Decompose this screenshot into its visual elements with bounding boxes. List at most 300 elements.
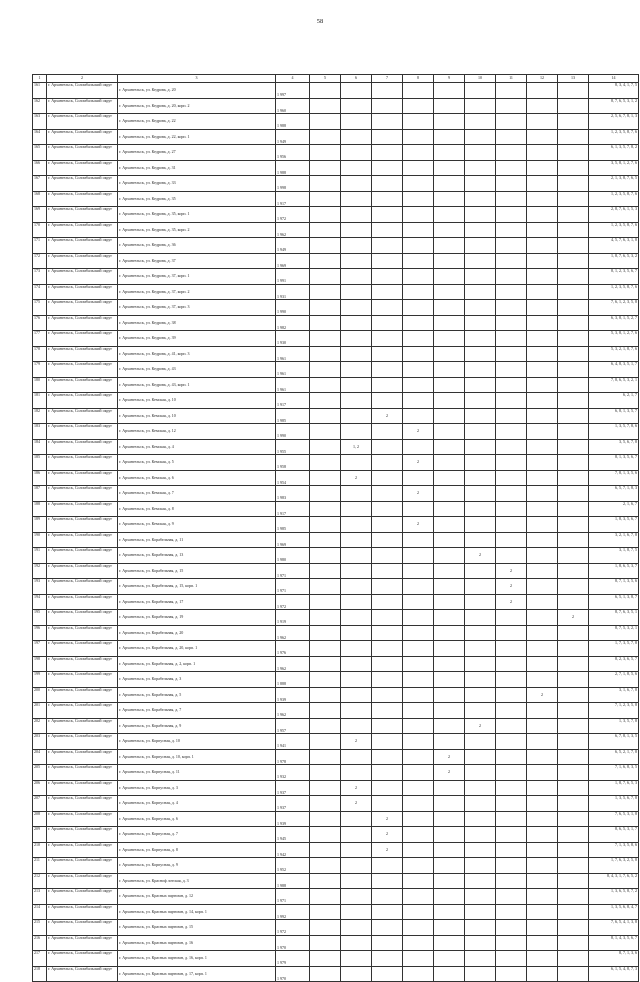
mark-cell — [372, 455, 403, 471]
mark-cell — [434, 920, 465, 936]
row-number: 185 — [33, 455, 47, 471]
settlement-cell: г. Архангельск, Соломбальский округ — [47, 625, 118, 641]
mark-cell — [527, 532, 558, 548]
mark-cell — [434, 176, 465, 192]
codes-cell: 2, 1, 6, 7 — [589, 501, 639, 517]
mark-cell — [372, 920, 403, 936]
table-row — [33, 238, 639, 254]
mark-cell — [310, 625, 341, 641]
row-number: 204 — [33, 749, 47, 765]
mark-cell — [558, 176, 589, 192]
mark-cell: 2 — [372, 811, 403, 827]
codes-cell: 3, 5, 6, 7, 8 — [589, 439, 639, 455]
settlement-cell: г. Архангельск, Соломбальский округ — [47, 548, 118, 564]
address-cell: г. Архангельск, ул. Кедрова, д. 39 — [118, 331, 276, 347]
mark-cell — [341, 718, 372, 734]
address-cell: г. Архангельск, ул. Корпусная, д. 9 — [118, 858, 276, 874]
year-cell: 1 957 — [276, 718, 310, 734]
table-row — [33, 656, 639, 672]
address-cell: г. Архангельск, ул. Корпусная, д. 10, корп. 1 — [118, 749, 276, 765]
mark-cell — [434, 222, 465, 238]
mark-cell — [434, 300, 465, 316]
address-cell: г. Архангельск, ул. Кедрова, д. 20, корп. 2 — [118, 98, 276, 114]
mark-cell — [372, 594, 403, 610]
mark-cell — [496, 749, 527, 765]
column-header: 3 — [118, 75, 276, 83]
mark-cell — [465, 532, 496, 548]
mark-cell — [310, 951, 341, 967]
settlement-cell: г. Архангельск, Соломбальский округ — [47, 284, 118, 300]
row-number: 207 — [33, 796, 47, 812]
mark-cell — [496, 455, 527, 471]
mark-cell — [465, 145, 496, 161]
table-row — [33, 470, 639, 486]
codes-cell: 2, 1, 3, 8, 7, 6, 5 — [589, 176, 639, 192]
mark-cell — [310, 207, 341, 223]
settlement-cell: г. Архангельск, Соломбальский округ — [47, 160, 118, 176]
mark-cell — [465, 362, 496, 378]
table-row — [33, 734, 639, 750]
settlement-cell: г. Архангельск, Соломбальский округ — [47, 424, 118, 440]
mark-cell — [372, 222, 403, 238]
year-cell: 1 960 — [276, 98, 310, 114]
mark-cell — [527, 83, 558, 99]
address-cell: г. Архангельск, ул. Корабельная, д. 2, корп. 1 — [118, 656, 276, 672]
mark-cell — [465, 377, 496, 393]
mark-cell — [527, 920, 558, 936]
mark-cell — [527, 408, 558, 424]
mark-cell — [372, 532, 403, 548]
settlement-cell: г. Архангельск, Соломбальский округ — [47, 920, 118, 936]
mark-cell — [558, 749, 589, 765]
mark-cell — [310, 331, 341, 347]
address-cell: г. Архангельск, ул. Кедрова, д. 31 — [118, 160, 276, 176]
table-body — [33, 83, 639, 982]
codes-cell: 7, 1, 2, 3, 5, 8 — [589, 703, 639, 719]
mark-cell — [310, 703, 341, 719]
mark-cell — [434, 672, 465, 688]
row-number: 199 — [33, 672, 47, 688]
row-number: 176 — [33, 315, 47, 331]
mark-cell — [403, 672, 434, 688]
mark-cell — [403, 83, 434, 99]
mark-cell — [403, 393, 434, 409]
mark-cell — [465, 238, 496, 254]
table-row — [33, 424, 639, 440]
mark-cell — [372, 858, 403, 874]
mark-cell — [310, 269, 341, 285]
mark-cell — [434, 563, 465, 579]
year-cell: 1 962 — [276, 625, 310, 641]
mark-cell — [496, 827, 527, 843]
mark-cell — [341, 951, 372, 967]
row-number: 182 — [33, 408, 47, 424]
mark-cell — [558, 858, 589, 874]
column-header: 13 — [558, 75, 589, 83]
address-cell: г. Архангельск, ул. Корпусная, д. 6 — [118, 811, 276, 827]
codes-cell: 3, 1, 8, 7, 5 — [589, 548, 639, 564]
mark-cell — [434, 269, 465, 285]
address-cell: г. Архангельск, ул. Корпусная, д. 7 — [118, 827, 276, 843]
mark-cell — [558, 145, 589, 161]
codes-cell: 8, 7, 1, 3, 5, 6 — [589, 579, 639, 595]
settlement-cell: г. Архангельск, Соломбальский округ — [47, 222, 118, 238]
column-header: 10 — [465, 75, 496, 83]
codes-cell: 7, 6, 5, 3, 1, 8 — [589, 811, 639, 827]
table-row — [33, 176, 639, 192]
row-number: 212 — [33, 873, 47, 889]
mark-cell — [372, 377, 403, 393]
codes-cell: 1, 2, 3, 5, 8, 7, 6 — [589, 129, 639, 145]
settlement-cell: г. Архангельск, Соломбальский округ — [47, 811, 118, 827]
codes-cell: 5, 3, 8, 1, 2, 7, 6 — [589, 331, 639, 347]
year-cell: 1 982 — [276, 315, 310, 331]
year-cell: 1 969 — [276, 532, 310, 548]
mark-cell — [341, 625, 372, 641]
mark-cell — [527, 393, 558, 409]
mark-cell — [372, 703, 403, 719]
mark-cell — [465, 951, 496, 967]
table-row — [33, 222, 639, 238]
mark-cell — [372, 284, 403, 300]
row-number: 194 — [33, 594, 47, 610]
address-cell: г. Архангельск, ул. Кедрова, д. 37, корп. 3 — [118, 300, 276, 316]
settlement-cell: г. Архангельск, Соломбальский округ — [47, 145, 118, 161]
mark-cell — [465, 780, 496, 796]
row-number: 202 — [33, 718, 47, 734]
mark-cell — [465, 563, 496, 579]
mark-cell — [372, 191, 403, 207]
row-number: 214 — [33, 904, 47, 920]
settlement-cell: г. Архангельск, Соломбальский округ — [47, 253, 118, 269]
mark-cell — [372, 951, 403, 967]
mark-cell — [372, 579, 403, 595]
year-cell: 1 941 — [276, 734, 310, 750]
mark-cell — [496, 780, 527, 796]
codes-cell: 1, 8, 7, 6, 5, 3 — [589, 780, 639, 796]
mark-cell — [372, 300, 403, 316]
table-header-row — [33, 75, 639, 83]
mark-cell — [496, 842, 527, 858]
mark-cell — [372, 269, 403, 285]
codes-cell: 3, 1, 6, 7, 8 — [589, 687, 639, 703]
mark-cell — [558, 594, 589, 610]
year-cell: 1 917 — [276, 191, 310, 207]
year-cell: 1 931 — [276, 284, 310, 300]
mark-cell — [558, 284, 589, 300]
mark-cell — [558, 129, 589, 145]
table-row — [33, 315, 639, 331]
codes-cell: 1, 3, 6, 5, 8, 7, 2 — [589, 889, 639, 905]
mark-cell — [527, 749, 558, 765]
mark-cell — [434, 408, 465, 424]
mark-cell — [403, 687, 434, 703]
mark-cell — [527, 362, 558, 378]
mark-cell — [341, 269, 372, 285]
mark-cell — [527, 904, 558, 920]
table-row — [33, 191, 639, 207]
mark-cell — [310, 377, 341, 393]
mark-cell — [434, 889, 465, 905]
year-cell: 1 917 — [276, 501, 310, 517]
address-cell: г. Архангельск, ул. Кемская, д. 7 — [118, 486, 276, 502]
mark-cell — [527, 98, 558, 114]
row-number: 211 — [33, 858, 47, 874]
settlement-cell: г. Архангельск, Соломбальский округ — [47, 331, 118, 347]
mark-cell — [527, 238, 558, 254]
mark-cell — [372, 253, 403, 269]
mark-cell — [496, 114, 527, 130]
mark-cell — [465, 842, 496, 858]
mark-cell — [341, 920, 372, 936]
table-row — [33, 579, 639, 595]
year-cell: 1 919 — [276, 610, 310, 626]
row-number: 180 — [33, 377, 47, 393]
row-number: 171 — [33, 238, 47, 254]
codes-cell: 6, 5, 7, 1, 8, 3 — [589, 486, 639, 502]
row-number: 165 — [33, 145, 47, 161]
table-row — [33, 160, 639, 176]
address-cell: г. Архангельск, ул. Кедрова, д. 35, корп. 2 — [118, 222, 276, 238]
mark-cell — [558, 935, 589, 951]
mark-cell — [496, 300, 527, 316]
mark-cell — [527, 424, 558, 440]
codes-cell: 6, 2, 1, 7 — [589, 393, 639, 409]
address-cell: г. Архангельск, ул. Корабельная, д. 7 — [118, 703, 276, 719]
row-number: 216 — [33, 935, 47, 951]
table-row — [33, 687, 639, 703]
codes-cell: 2, 8, 7, 6, 1, 5, 3 — [589, 207, 639, 223]
year-cell: 1 962 — [276, 222, 310, 238]
row-number: 177 — [33, 331, 47, 347]
settlement-cell: г. Архангельск, Соломбальский округ — [47, 362, 118, 378]
codes-cell: 6, 8, 1, 3, 5, 7 — [589, 408, 639, 424]
mark-cell — [558, 579, 589, 595]
mark-cell — [310, 687, 341, 703]
mark-cell — [434, 641, 465, 657]
table-row — [33, 610, 639, 626]
codes-cell: 1, 2, 3, 5, 8, 7, 6 — [589, 222, 639, 238]
mark-cell — [341, 687, 372, 703]
mark-cell — [434, 377, 465, 393]
settlement-cell: г. Архангельск, Соломбальский округ — [47, 501, 118, 517]
mark-cell — [403, 641, 434, 657]
year-cell: 1 955 — [276, 439, 310, 455]
mark-cell — [465, 439, 496, 455]
mark-cell — [434, 455, 465, 471]
mark-cell — [434, 501, 465, 517]
mark-cell — [558, 703, 589, 719]
address-cell: г. Архангельск, ул. Кедрова, д. 37, корп. 1 — [118, 269, 276, 285]
table-row — [33, 377, 639, 393]
mark-cell — [558, 656, 589, 672]
year-cell: 1 990 — [276, 424, 310, 440]
mark-cell — [341, 176, 372, 192]
mark-cell — [372, 656, 403, 672]
address-cell: г. Архангельск, ул. Кемская, д. 10 — [118, 393, 276, 409]
codes-cell: 1, 7, 3, 5, 7, 8 — [589, 641, 639, 657]
table-row — [33, 269, 639, 285]
settlement-cell: г. Архангельск, Соломбальский округ — [47, 191, 118, 207]
mark-cell — [403, 796, 434, 812]
mark-cell — [558, 920, 589, 936]
table-row — [33, 827, 639, 843]
mark-cell — [558, 315, 589, 331]
mark-cell: 1, 2 — [341, 439, 372, 455]
row-number: 170 — [33, 222, 47, 238]
table-row — [33, 145, 639, 161]
mark-cell — [465, 408, 496, 424]
mark-cell — [465, 672, 496, 688]
mark-cell — [527, 842, 558, 858]
table-row — [33, 873, 639, 889]
mark-cell — [527, 811, 558, 827]
mark-cell — [558, 563, 589, 579]
mark-cell: 2 — [372, 842, 403, 858]
mark-cell — [403, 780, 434, 796]
settlement-cell: г. Архангельск, Соломбальский округ — [47, 765, 118, 781]
mark-cell — [310, 253, 341, 269]
mark-cell — [434, 114, 465, 130]
mark-cell — [341, 129, 372, 145]
address-cell: г. Архангельск, ул. Кедрова, д. 35, корп. 1 — [118, 207, 276, 223]
mark-cell — [403, 625, 434, 641]
table-row — [33, 920, 639, 936]
mark-cell — [310, 191, 341, 207]
mark-cell — [310, 641, 341, 657]
address-cell: г. Архангельск, ул. Красных партизан, д. 12 — [118, 889, 276, 905]
settlement-cell: г. Архангельск, Соломбальский округ — [47, 207, 118, 223]
mark-cell — [403, 889, 434, 905]
mark-cell — [434, 517, 465, 533]
row-number: 163 — [33, 114, 47, 130]
settlement-cell: г. Архангельск, Соломбальский округ — [47, 98, 118, 114]
row-number: 161 — [33, 83, 47, 99]
year-cell: 1 949 — [276, 129, 310, 145]
mark-cell — [465, 284, 496, 300]
mark-cell — [372, 796, 403, 812]
codes-cell: 7, 1, 6, 8, 3, 5 — [589, 765, 639, 781]
mark-cell — [558, 253, 589, 269]
mark-cell — [527, 734, 558, 750]
mark-cell — [465, 610, 496, 626]
row-number: 187 — [33, 486, 47, 502]
mark-cell — [558, 641, 589, 657]
mark-cell — [465, 703, 496, 719]
mark-cell — [341, 455, 372, 471]
mark-cell — [372, 687, 403, 703]
mark-cell — [496, 176, 527, 192]
mark-cell — [558, 455, 589, 471]
mark-cell — [310, 362, 341, 378]
mark-cell — [403, 935, 434, 951]
table-row — [33, 765, 639, 781]
year-cell: 1 962 — [276, 703, 310, 719]
mark-cell — [310, 408, 341, 424]
mark-cell — [434, 331, 465, 347]
codes-cell: 8, 7, 6, 3, 5, 1 — [589, 610, 639, 626]
row-number: 192 — [33, 563, 47, 579]
mark-cell — [403, 858, 434, 874]
mark-cell — [527, 222, 558, 238]
address-cell: г. Архангельск, ул. Кедрова, д. 38 — [118, 315, 276, 331]
mark-cell — [434, 842, 465, 858]
mark-cell — [465, 935, 496, 951]
settlement-cell: г. Архангельск, Соломбальский округ — [47, 672, 118, 688]
address-cell: г. Архангельск, ул. Красных партизан, д. 16 — [118, 935, 276, 951]
mark-cell — [434, 532, 465, 548]
mark-cell: 2 — [403, 517, 434, 533]
column-header: 11 — [496, 75, 527, 83]
mark-cell — [434, 470, 465, 486]
address-cell: г. Архангельск, ул. Корабельная, д. 15, корп. 1 — [118, 579, 276, 595]
mark-cell — [372, 641, 403, 657]
mark-cell — [403, 253, 434, 269]
mark-cell — [403, 579, 434, 595]
year-cell: 1 956 — [276, 145, 310, 161]
mark-cell — [434, 625, 465, 641]
mark-cell — [372, 470, 403, 486]
mark-cell — [558, 734, 589, 750]
mark-cell — [372, 625, 403, 641]
year-cell: 1 961 — [276, 377, 310, 393]
mark-cell — [558, 300, 589, 316]
row-number: 203 — [33, 734, 47, 750]
mark-cell — [496, 408, 527, 424]
table-row — [33, 517, 639, 533]
mark-cell — [558, 532, 589, 548]
year-cell: 1 930 — [276, 331, 310, 347]
year-cell: 1 932 — [276, 765, 310, 781]
row-number: 168 — [33, 191, 47, 207]
codes-cell: 8, 2, 3, 6, 5, 7 — [589, 656, 639, 672]
mark-cell — [341, 873, 372, 889]
codes-cell: 1, 2, 3, 5, 8, 7, 6 — [589, 191, 639, 207]
mark-cell — [465, 827, 496, 843]
mark-cell — [465, 222, 496, 238]
year-cell: 1 949 — [276, 238, 310, 254]
address-cell: г. Архангельск, ул. Красных партизан, д. 15 — [118, 920, 276, 936]
settlement-cell: г. Архангельск, Соломбальский округ — [47, 687, 118, 703]
address-cell: г. Архангельск, ул. Кемская, д. 8 — [118, 501, 276, 517]
mark-cell — [372, 129, 403, 145]
mark-cell — [558, 331, 589, 347]
year-cell: 1 972 — [276, 920, 310, 936]
mark-cell — [310, 470, 341, 486]
mark-cell — [310, 594, 341, 610]
address-cell: г. Архангельск, ул. Корабельная, д. 19 — [118, 610, 276, 626]
mark-cell — [341, 160, 372, 176]
table-row — [33, 889, 639, 905]
mark-cell — [434, 346, 465, 362]
mark-cell — [434, 687, 465, 703]
mark-cell — [558, 362, 589, 378]
mark-cell — [403, 300, 434, 316]
settlement-cell: г. Архангельск, Соломбальский округ — [47, 703, 118, 719]
mark-cell — [465, 966, 496, 982]
mark-cell — [310, 548, 341, 564]
row-number: 210 — [33, 842, 47, 858]
mark-cell — [310, 129, 341, 145]
address-cell: г. Архангельск, ул. Корпусная, д. 4 — [118, 796, 276, 812]
mark-cell — [434, 315, 465, 331]
mark-cell — [527, 300, 558, 316]
settlement-cell: г. Архангельск, Соломбальский округ — [47, 532, 118, 548]
mark-cell: 2 — [496, 579, 527, 595]
mark-cell — [496, 470, 527, 486]
mark-cell — [403, 114, 434, 130]
mark-cell: 2 — [403, 424, 434, 440]
